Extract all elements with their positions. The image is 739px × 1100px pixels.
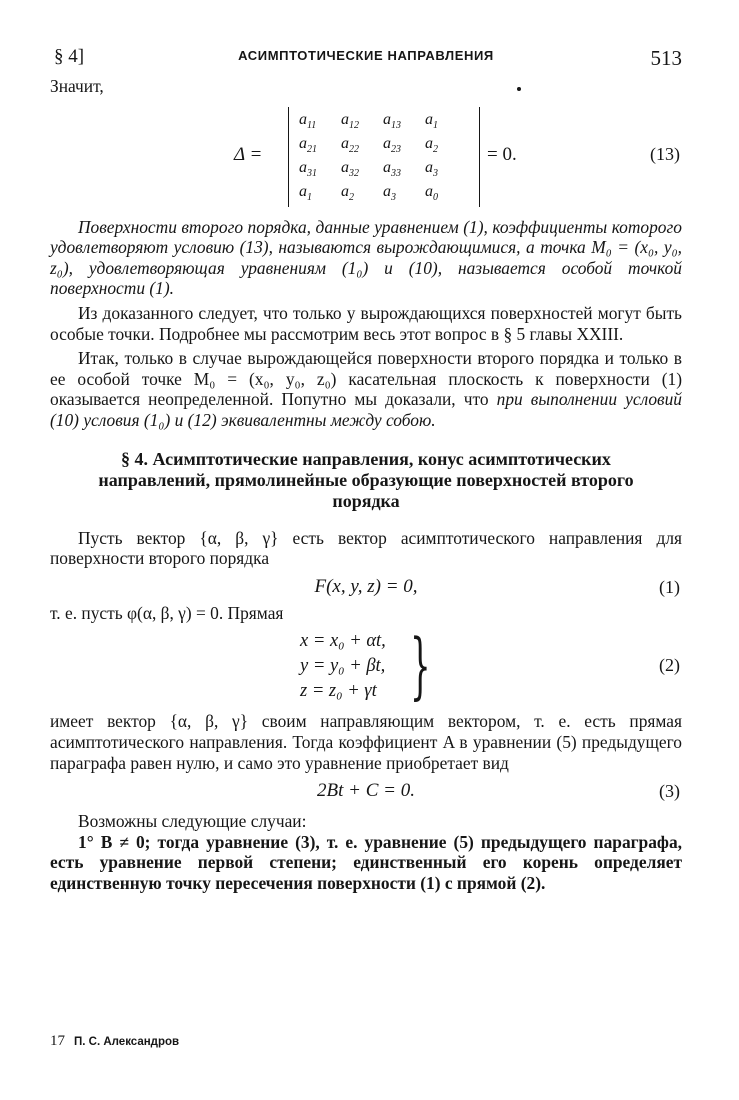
determinant-matrix [288, 107, 480, 207]
section-paragraph-5: 1° B ≠ 0; тогда уравнение (3), т. е. уравнение (5) предыдущего параграфа, есть уравнение первой степени; единственный его корень определяет единственную точку пересечения поверхности (1) с прямой (2). [50, 831, 682, 893]
determinant-row [299, 133, 467, 157]
equation-system-2 [50, 623, 682, 708]
determinant-cell: $a_{33}$ [383, 158, 401, 179]
paragraph-3 [50, 348, 682, 430]
determinant-cell: $a_{22}$ [341, 134, 359, 155]
determinant-cell: $a_{12}$ [341, 110, 359, 131]
ink-dot [517, 87, 521, 91]
section-title: § 4. Асимптотические направления, конус асимптотических направлений, прямолинейные образующие поверхностей второго порядка [98, 448, 634, 511]
determinant-lhs: Δ = [234, 143, 263, 165]
determinant-cell: $a_1$ [299, 182, 312, 203]
paragraph-3-text: Итак, только в случае вырождающейся поверхности второго порядка и только в ее особой точке M₀ = (x₀, y₀, z₀) касательная плоскость к поверхности (1) оказывается неопределенной. Попутно мы доказали, что [50, 348, 682, 410]
determinant-row [299, 181, 467, 205]
determinant-cell: $a_{32}$ [341, 158, 359, 179]
equation-number-2: (2) [659, 655, 680, 676]
equation-number-13: (13) [650, 143, 680, 164]
determinant-cell: $a_2$ [341, 182, 354, 203]
paragraph-2: Из доказанного следует, что только у вырождающихся поверхностей могут быть особые точки. Подробнее мы рассмотрим весь этот вопрос в § 5 главы XXIII. [50, 302, 682, 344]
determinant-table [299, 109, 467, 205]
running-title: АСИМПТОТИЧЕСКИЕ НАПРАВЛЕНИЯ [238, 48, 494, 63]
running-header [50, 36, 682, 68]
determinant-cell: $a_3$ [383, 182, 396, 203]
determinant-cell: $a_0$ [425, 182, 438, 203]
determinant-cell: $a_{31}$ [299, 158, 317, 179]
section-paragraph-1: Пусть вектор {α, β, γ} есть вектор асимптотического направления для поверхности второго порядка [50, 527, 682, 569]
determinant-cell: $a_{11}$ [299, 110, 317, 131]
system-line-x: x = x₀ + αt, [300, 631, 386, 652]
author-name: П. С. Александров [74, 1036, 180, 1048]
equation-1-body: F(x, y, z) = 0, [314, 575, 418, 597]
system-line-z: z = z₀ + γt [300, 681, 377, 702]
equation-1 [50, 569, 682, 603]
determinant-cell: $a_{21}$ [299, 134, 317, 155]
page-footer [50, 1033, 179, 1050]
book-page [50, 36, 682, 893]
determinant-cell: $a_1$ [425, 110, 438, 131]
equation-number-3: (3) [659, 781, 680, 802]
determinant-rhs: = 0. [487, 143, 517, 165]
equation-number-1: (1) [659, 576, 680, 597]
intro-word: Значит, [50, 76, 104, 96]
right-brace-icon: } [410, 623, 431, 708]
page-number: 513 [650, 46, 682, 70]
equation-3-body: 2Bt + C = 0. [317, 780, 415, 802]
determinant-equation [50, 103, 682, 211]
determinant-row [299, 109, 467, 133]
sheet-number: 17 [50, 1033, 65, 1049]
system-lines [300, 629, 386, 704]
definition-paragraph: Поверхности второго порядка, данные уравнением (1), коэффициенты которого удовлетворяют условию (13), называются вырождающимися, а точка M₀ = (x₀, y₀, z₀), удовлетворяющая уравнениям (1₀) и (10), называется особой точкой поверхности (1). [50, 216, 682, 299]
paragraph-3-italic: при выполнении условий (10) условия (1₀) и (12) эквивалентны между собою. [50, 389, 682, 430]
determinant-cell: $a_2$ [425, 134, 438, 155]
equation-3 [50, 773, 682, 807]
determinant-row [299, 157, 467, 181]
determinant-cell: $a_3$ [425, 158, 438, 179]
section-paragraph-4: Возможны следующие случаи: [78, 811, 307, 832]
determinant-cell: $a_{23}$ [383, 134, 401, 155]
system-line-y: y = y₀ + βt, [300, 656, 386, 677]
section-paragraph-2: т. е. пусть φ(α, β, γ) = 0. Прямая [50, 602, 284, 623]
section-ref: § 4] [54, 46, 85, 67]
determinant-cell: $a_{13}$ [383, 110, 401, 131]
section-paragraph-3: имеет вектор {α, β, γ} своим направляющим вектором, т. е. есть прямая асимптотического направления. Тогда коэффициент A в уравнении (5) предыдущего параграфа равен нулю, и само это уравнение приобретает вид [50, 711, 682, 773]
